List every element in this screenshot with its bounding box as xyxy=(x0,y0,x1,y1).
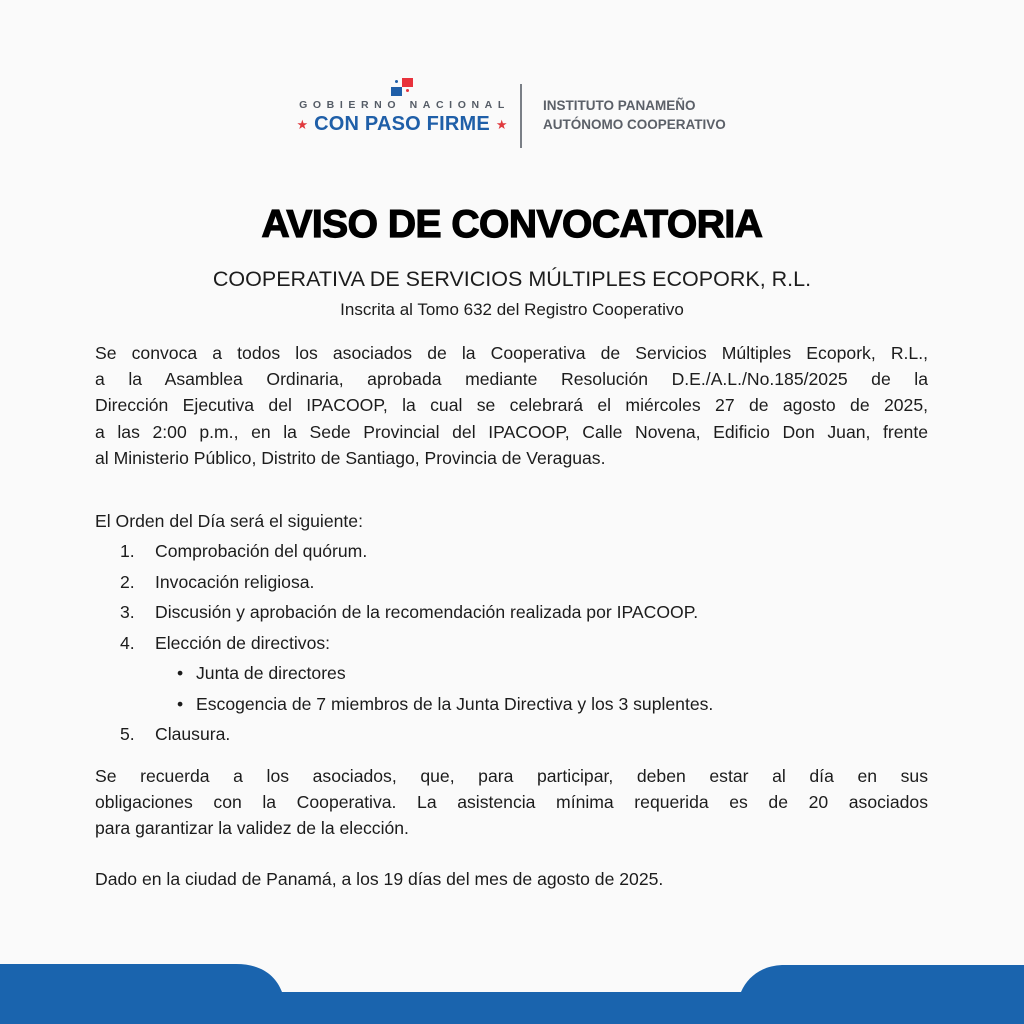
intro-line: Se convoca a todos los asociados de la Cooperativa de Servicios Múltiples Ecopork, R.L., xyxy=(95,343,928,363)
gobierno-nacional-logo xyxy=(290,78,514,136)
agenda-intro: El Orden del Día será el siguiente: xyxy=(95,511,363,531)
intro-line: Dirección Ejecutiva del IPACOOP, la cual se celebrará el miércoles 27 de agosto de 2025, xyxy=(95,395,928,416)
closing-line: Dado en la ciudad de Panamá, a los 19 días del mes de agosto de 2025. xyxy=(95,869,664,889)
bullet-icon: • xyxy=(177,693,184,714)
intro-line: al Ministerio Público, Distrito de Santiago, Provincia de Veraguas. xyxy=(95,447,606,468)
logo-divider xyxy=(520,84,522,148)
reminder-line: obligaciones con la Cooperativa. La asistencia mínima requerida es de 20 asociados xyxy=(95,792,928,813)
panama-flag-icon xyxy=(391,78,413,96)
intro-line: a las 2:00 p.m., en la Sede Provincial del IPACOOP, Calle Novena, Edificio Don Juan, frente xyxy=(95,421,928,442)
institute-line-2: AUTÓNOMO COOPERATIVO xyxy=(543,117,726,132)
footer-wave-band xyxy=(0,950,1024,1024)
con-paso-firme-slogan xyxy=(290,113,514,136)
reminder-line: para garantizar la validez de la elección. xyxy=(95,818,409,839)
notice-title: AVISO DE CONVOCATORIA xyxy=(261,203,763,246)
star-icon: ★ xyxy=(296,116,309,132)
footer-band-shape xyxy=(0,964,1024,1024)
intro-line: a la Asamblea Ordinaria, aprobada mediante Resolución D.E./A.L./No.185/2025 de la xyxy=(95,369,928,390)
cooperative-name: COOPERATIVA DE SERVICIOS MÚLTIPLES ECOPORK, R.L. xyxy=(212,267,812,291)
reminder-paragraph xyxy=(95,763,928,842)
intro-paragraph xyxy=(95,340,928,471)
slogan-text: CON PASO FIRME xyxy=(314,113,490,135)
ipacoop-logo-text xyxy=(543,96,726,134)
bullet-icon: • xyxy=(177,663,184,683)
reminder-line: Se recuerda a los asociados, que, para participar, deben estar al día en sus xyxy=(95,766,928,786)
institute-line-1: INSTITUTO PANAMEÑO xyxy=(543,98,696,113)
star-icon: ★ xyxy=(495,116,508,132)
registration-line: Inscrita al Tomo 632 del Registro Cooperativo xyxy=(340,300,684,319)
gobierno-nacional-text: GOBIERNO NACIONAL xyxy=(299,99,510,111)
